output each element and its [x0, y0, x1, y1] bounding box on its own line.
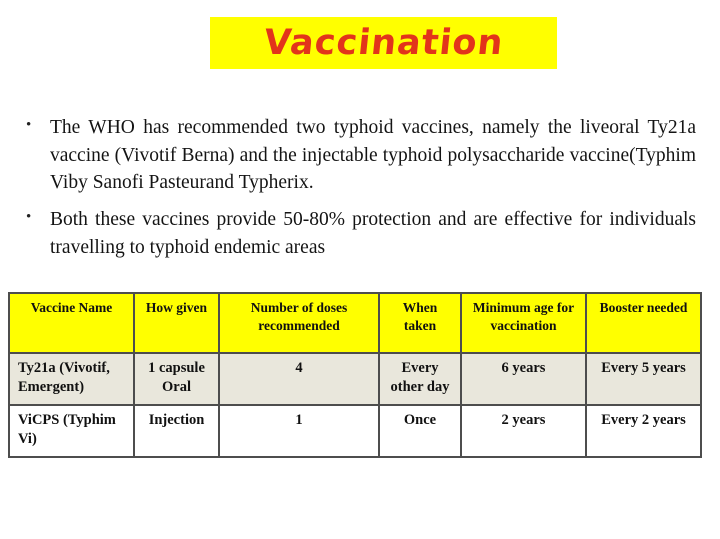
bullet-text: Both these vaccines provide 50-80% protection and are effective for individuals travelling to typhoid endemic areas	[50, 209, 696, 258]
bullet-item	[26, 206, 696, 261]
table-cell: ViCPS (Typhim Vi)	[9, 405, 134, 457]
table-row	[9, 405, 701, 457]
bullet-list	[26, 114, 696, 270]
header-vaccine-name: Vaccine Name	[9, 293, 134, 353]
table-cell: Every other day	[379, 353, 461, 405]
table-cell: 6 years	[461, 353, 586, 405]
page-title: Vaccination	[261, 23, 506, 63]
bullet-marker: •	[26, 209, 32, 226]
table-cell: 1	[219, 405, 379, 457]
table-cell: 2 years	[461, 405, 586, 457]
table-cell: Every 5 years	[586, 353, 701, 405]
table-cell: Ty21a (Vivotif, Emergent)	[9, 353, 134, 405]
table-cell: Every 2 years	[586, 405, 701, 457]
bullet-item	[26, 114, 696, 197]
table-cell: Once	[379, 405, 461, 457]
title-banner	[210, 17, 557, 69]
vaccine-table	[8, 292, 702, 458]
bullet-text: The WHO has recommended two typhoid vaccines, namely the liveoral Ty21a vaccine (Vivotif Berna) and the injectable typhoid polysaccharide vaccine(Typhim Viby Sanofi Pasteurand Typherix.	[50, 117, 696, 194]
table-cell: 1 capsule Oral	[134, 353, 219, 405]
table-header-row	[9, 293, 701, 353]
header-doses: Number of doses recommended	[219, 293, 379, 353]
bullet-marker: •	[26, 117, 32, 133]
header-booster: Booster needed	[586, 293, 701, 353]
table-row	[9, 353, 701, 405]
header-min-age: Minimum age for vaccination	[461, 293, 586, 353]
header-when-taken: When taken	[379, 293, 461, 353]
table-cell: 4	[219, 353, 379, 405]
header-how-given: How given	[134, 293, 219, 353]
table-cell: Injection	[134, 405, 219, 457]
